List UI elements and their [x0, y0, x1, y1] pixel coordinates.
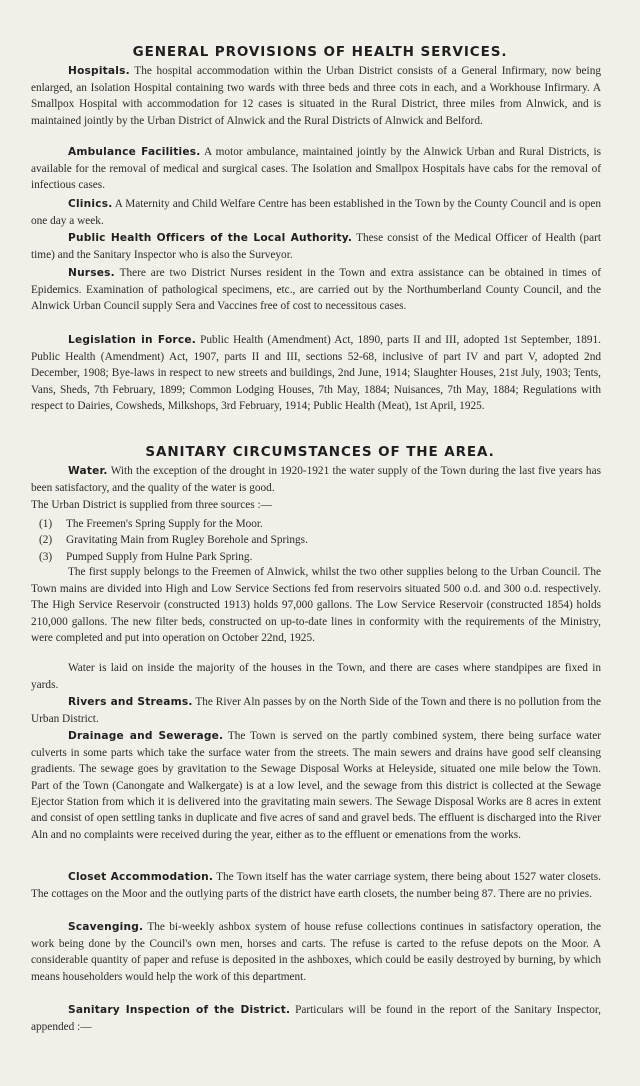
- source-text: Pumped Supply from Hulne Park Spring.: [66, 551, 253, 563]
- paragraph-nurses: [31, 265, 601, 314]
- paragraph-clinics: [31, 196, 601, 229]
- paragraph-drainage: [31, 728, 601, 843]
- list-item-source-2: [39, 532, 308, 548]
- lead-ambulance: Ambulance Facilities.: [68, 146, 201, 159]
- paragraph-sanitary-inspection: [31, 1002, 601, 1035]
- text-nurses: There are two District Nurses resident in the Town and extra assistance can be obtained in times of Epidemics. Examination of pathological specimens, etc., are carried out by the Northumberland County Council, and the Alnwick Urban Council supply Sera and Vaccines free of cost to necessitous cases.: [31, 267, 601, 313]
- paragraph-water-laid-on: Water is laid on inside the majority of the houses in the Town, and there are cases where standpipes are fixed in yards.: [31, 662, 601, 691]
- lead-closet: Closet Accommodation.: [68, 871, 214, 884]
- text-scavenging: The bi-weekly ashbox system of house refuse collections continues in satisfactory operation, the work being done by the Council's own men, horses and carts. The refuse is carted to the refuse depots on the Moor. A considerable quantity of paper and refuse is deposited in the ashboxes, which could be easily destroyed by burning, by which means householders would help the work of this department.: [31, 921, 601, 983]
- text-rivers: The River Aln passes by on the North Side of the Town and there is no pollution from the Urban District.: [31, 696, 601, 725]
- source-text: Gravitating Main from Rugley Borehole and Springs.: [66, 534, 308, 546]
- text-closet: The Town itself has the water carriage system, there being about 1527 water closets. The cottages on the Moor and the outlying parts of the district have earth closets, the number being 87. There are no privies.: [31, 871, 601, 900]
- paragraph-legislation: [31, 332, 601, 414]
- paragraph-supply-detail: The first supply belongs to the Freemen of Alnwick, whilst the two other supplies belong to the Urban Council. The Town mains are divided into High and Low Service Sections fed from reservoirs situated 500 o.d. and 300 o.d. respectively. The High Service Reservoir (constructed 1913) holds 97,000 gallons. The Low Service Reservoir (constructed 1854) holds 210,000 gallons. The new filter beds, constructed on up-to-date lines in conformity with the requirements of the Ministry, were completed and put into operation on October 22nd, 1925.: [31, 566, 601, 644]
- lead-clinics: Clinics.: [68, 198, 113, 211]
- paragraph-hospitals: [31, 63, 601, 129]
- lead-sanitary-inspection: Sanitary Inspection of the District.: [68, 1004, 291, 1017]
- lead-legislation: Legislation in Force.: [68, 334, 196, 347]
- paragraph-closet: [31, 869, 601, 902]
- lead-nurses: Nurses.: [68, 267, 115, 280]
- text-legislation: Public Health (Amendment) Act, 1890, parts II and III, adopted 1st September, 1891. Public Health (Amendment) Act, 1907, parts II and III, sections 52-68, inclusive of part IV and part V, adopted 2nd December, 1908; Bye-laws in respect to new streets and buildings, 2nd June, 1914; Slaughter Houses, 21st July, 1903; Tents, Vans, Sheds, 7th February, 1899; Common Lodging Houses, 7th May, 1884; Nuisances, 7th May, 1884; Regulations with respect to Dairies, Cowsheds, Milkshops, 3rd February, 1914; Public Health (Meat), 1st April, 1925.: [31, 334, 601, 412]
- paragraph-ambulance: [31, 144, 601, 193]
- paragraph-rivers: [31, 694, 601, 727]
- lead-drainage: Drainage and Sewerage.: [68, 730, 224, 743]
- source-number: (2): [39, 534, 53, 546]
- source-number: (1): [39, 518, 53, 530]
- text-drainage: The Town is served on the partly combined system, there being surface water culverts in some parts which take the surface water from the streets. The main sewers and drains have good self cleansing gradients. The sewage goes by gravitation to the Sewage Disposal Works at Heleyside, situated one mile below the Town. Part of the Town (Canongate and Walkergate) is at a low level, and the sewage from this district is collected at the Sewage Ejector Station from which it is delivered into the gravitating main sewers. The Sewage Disposal Works are 8 acres in extent and consist of open settling tanks in duplicate and five acres of sand and gravel beds. The effluent is discharged into the River Aln and no complaints were received during the year, either as to the effluent or emenations from the works.: [31, 730, 601, 841]
- text-ambulance: A motor ambulance, maintained jointly by the Alnwick Urban and Rural Districts, is available for the removal of medical and surgical cases. The Isolation and Smallpox Hospitals have cabs for the removal of infectious cases.: [31, 146, 602, 192]
- lead-scavenging: Scavenging.: [68, 921, 144, 934]
- text-sanitary-inspection: Particulars will be found in the report of the Sanitary Inspector, appended :—: [31, 1004, 602, 1033]
- text-health-officers: These consist of the Medical Officer of Health (part time) and the Sanitary Inspector who is also the Surveyor.: [31, 232, 601, 261]
- text-clinics: A Maternity and Child Welfare Centre has been established in the Town by the County Council and is open one day a week.: [31, 198, 602, 227]
- source-number: (3): [39, 551, 53, 563]
- paragraph-health-officers: [31, 230, 601, 263]
- paragraph-water: [31, 463, 601, 496]
- lead-health-officers: Public Health Officers of the Local Authority.: [68, 232, 353, 245]
- text-water: With the exception of the drought in 1920-1921 the water supply of the Town during the last five years has been satisfactory, and the quality of the water is good.: [31, 465, 601, 494]
- heading-sanitary-circumstances: SANITARY CIRCUMSTANCES OF THE AREA.: [145, 444, 495, 460]
- paragraph-supply-intro: The Urban District is supplied from three sources :—: [31, 499, 272, 512]
- list-item-source-3: [39, 549, 252, 565]
- source-text: The Freemen's Spring Supply for the Moor.: [66, 518, 263, 530]
- text-hospitals: The hospital accommodation within the Urban District consists of a General Infirmary, now being enlarged, an Isolation Hospital containing two wards with three beds and three cots in each, and a Workhouse Infirmary. A Smallpox Hospital with accommodation for 12 cases is situated in the Rural District, three miles from Alnwick, and is maintained jointly by the Urban District of Alnwick and the Rural Districts of Alnwick and Belford.: [31, 65, 601, 127]
- lead-rivers: Rivers and Streams.: [68, 696, 193, 709]
- lead-hospitals: Hospitals.: [68, 65, 130, 78]
- lead-water: Water.: [68, 465, 108, 478]
- list-item-source-1: [39, 516, 263, 532]
- paragraph-scavenging: [31, 919, 601, 985]
- heading-general-provisions: GENERAL PROVISIONS OF HEALTH SERVICES.: [132, 44, 508, 60]
